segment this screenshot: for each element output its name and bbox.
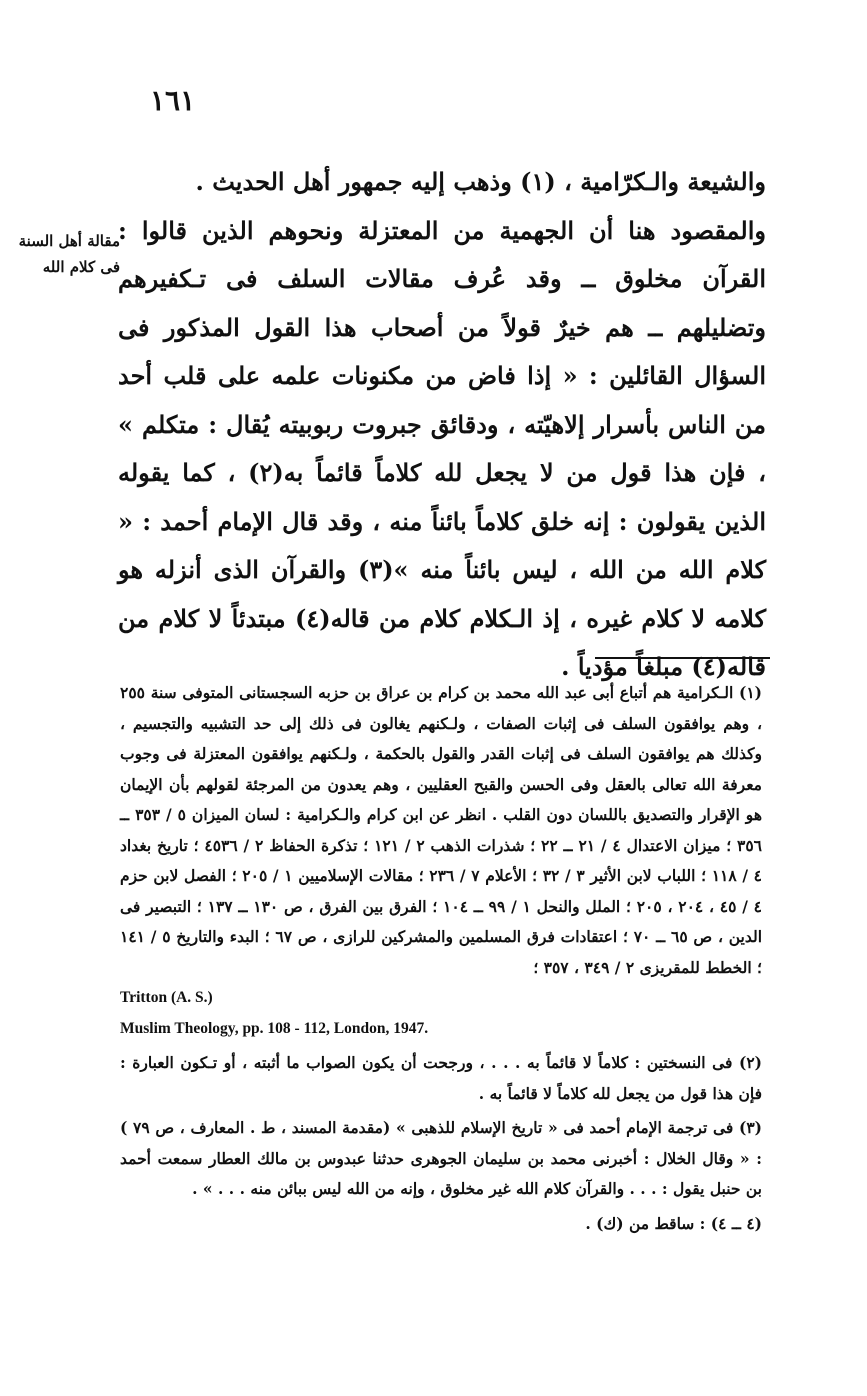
footnote-text: (١) الـكرامية هم أتباع أبى عبد الله محمد بن كرام بن عراق بن حزبه السجستانى المتوفى سنة ٢٥٥ ، وهم يوافقون السلف فى إثبات الصفات ، ولـكنهم يغالون فى ذلك إلى حد التشبيه والتجسيم ، وكذلك هم يوافقون السلف فى إثبات القدر والقول بالحكمة ، ولـكنهم يوافقون المعتزلة فى وجوب معرفة الله تعالى بالعقل وفى الحسن والقبح العقليين ، وهم يعدون من المرجئة لقولهم بأن الإيمان هو الإقرار والتصديق باللسان دون القلب . انظر عن ابن كرام والـكرامية : لسان الميزان ٥ / ٣٥٣ ــ ٣٥٦ ؛ ميزان الاعتدال ٤ / ٢١ ــ ٢٢ ؛ شذرات الذهب ٢ / ١٢١ ؛ تذكرة الحفاظ ٢ / ٤٥٣٦ ؛ تاريخ بغداد ٤ / ١١٨ ؛ اللباب لابن الأثير ٣ / ٣٢ ؛ الأعلام ٧ / ٢٣٦ ؛ مقالات الإسلاميين ١ / ٢٠٥ ؛ الفصل لابن حزم ٤ / ٤٥ ، ٢٠٤ ، ٢٠٥ ؛ الملل والنحل ١ / ٩٩ ــ ١٠٤ ؛ الفرق بين الفرق ، ص ١٣٠ ــ ١٣٧ ؛ التبصير فى الدين ، ص ٦٥ ــ ٧٠ ؛ اعتقادات فرق المسلمين والمشركين للرازى ، ص ٦٧ ؛ البدء والتاريخ ٥ / ١٤١ ؛ الخطط للمقريزى ٢ / ٣٤٩ ، ٣٥٧ ؛ [120, 683, 762, 977]
margin-note [2, 228, 120, 280]
paragraph: والشيعة والـكرّامية ، (١) وذهب إليه جمهور أهل الحديث . [195, 167, 766, 196]
footnote-1-latin-author: Tritton (A. S.) [120, 989, 213, 1006]
footnote-separator [595, 657, 770, 659]
margin-note-line: فى كلام الله [42, 258, 120, 276]
main-text [118, 158, 766, 692]
margin-note-line: مقالة أهل السنة [18, 232, 120, 250]
footnote-2: (٢) فى النسختين : كلاماً لا قائماً به . . . ، ورجحت أن يكون الصواب ما أثبته ، أو تـكون العبارة : فإن هذا قول من يجعل لله كلاماً لا قائماً به . [120, 1053, 762, 1103]
footnotes [120, 678, 762, 1239]
footnote-1-latin-title: Muslim Theology, pp. 108 - 112, London, 1947. [120, 1019, 429, 1037]
page-number: ١٦١ [150, 84, 196, 117]
footnote-1 [120, 678, 762, 983]
footnote-3: (٣) فى ترجمة الإمام أحمد فى « تاريخ الإسلام للذهبى » (مقدمة المسند ، ط . المعارف ، ص ٧٩ ) : « وقال الخلال : أخبرنى محمد بن سليمان الجوهرى حدثنا عبدوس بن مالك العطار سمعت أحمد بن حنبل يقول : . . . والقرآن كلام الله غير مخلوق ، وإنه من الله ليس ببائن منه . . . » . [120, 1118, 762, 1198]
paragraph: والمقصود هنا أن الجهمية من المعتزلة ونحوهم الذين قالوا : القرآن مخلوق ــ وقد عُرف مقالات السلف فى تـكفيرهم وتضليلهم ــ هم خيرٌ قولاً من أصحاب هذا القول المذكور فى السؤال القائلين : « إذا فاض من مكنونات علمه على قلب أحد من الناس بأسرار إلاهيّته ، ودقائق جبروت ربوبيته يُقال : متكلم » ، فإن هذا قول من لا يجعل لله كلاماً قائماً به(٢) ، كما يقوله الذين يقولون : إنه خلق كلاماً بائناً منه ، وقد قال الإمام أحمد : « كلام الله من الله ، ليس بائناً منه »(٣) والقرآن الذى أنزله هو كلامه لا كلام غيره ، إذ الـكلام كلام من قاله(٤) مبتدئاً لا كلام من قاله(٤) مبلغاً مؤدياً . [118, 215, 766, 681]
footnote-4: (٤ ــ ٤) : ساقط من (ك) . [585, 1213, 762, 1233]
